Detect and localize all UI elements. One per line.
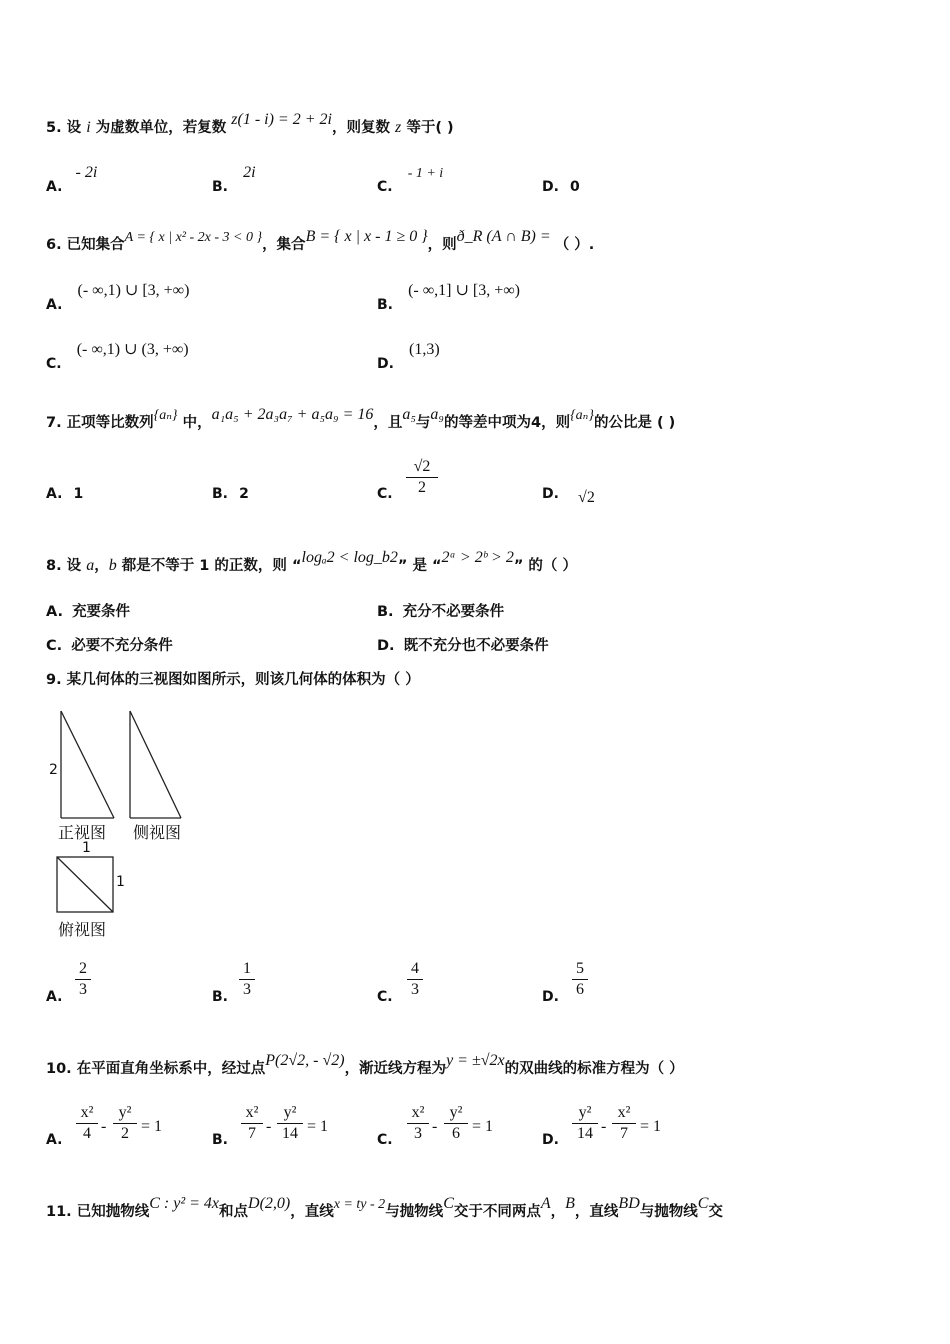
fraction-bar xyxy=(407,1123,429,1124)
q9-option-c-fraction xyxy=(407,960,423,999)
q5-option-c[interactable] xyxy=(377,162,444,195)
q10-a-frac-1 xyxy=(76,1104,98,1143)
fraction-denominator: 6 xyxy=(576,981,584,998)
fraction-bar xyxy=(444,1123,468,1124)
q6-option-b[interactable] xyxy=(377,280,520,313)
option-value: 既不充分也不必要条件 xyxy=(403,638,549,654)
option-label: D. xyxy=(377,638,395,654)
fraction-numerator: y² xyxy=(449,1104,463,1121)
q8-stem-text: ” 是 “ xyxy=(397,558,442,574)
q5-var-z: z xyxy=(395,119,402,136)
q11-stem-text: 和点 xyxy=(219,1204,249,1220)
q9-option-a[interactable] xyxy=(46,986,62,1005)
q11-stem-text: 11. 已知抛物线 xyxy=(46,1204,150,1220)
q6-option-c[interactable] xyxy=(46,339,189,372)
option-label: A. xyxy=(46,297,63,313)
fraction-denominator: 7 xyxy=(248,1125,256,1142)
fraction-bar xyxy=(239,979,255,980)
q10-a-frac-2 xyxy=(113,1104,137,1143)
fraction-numerator: x² xyxy=(617,1104,631,1121)
fraction-bar xyxy=(612,1123,636,1124)
q8-condition-2: 2ᵃ > 2ᵇ > 2 xyxy=(441,549,514,566)
option-label: B. xyxy=(212,1132,228,1148)
fraction-denominator: 14 xyxy=(282,1125,298,1142)
option-value: - 2i xyxy=(75,164,98,181)
option-label: C. xyxy=(377,486,393,502)
q5-stem-text: 5. 设 xyxy=(46,120,87,136)
q6-stem-text: 6. 已知集合 xyxy=(46,237,125,253)
q8-stem-text: 8. 设 xyxy=(46,558,87,574)
q7-stem-text: 与 xyxy=(415,415,431,431)
fraction-denominator: 4 xyxy=(83,1125,91,1142)
option-label: A. xyxy=(46,486,63,502)
fraction-bar xyxy=(241,1123,263,1124)
q11-stem xyxy=(46,1195,723,1221)
q10-c-frac-2 xyxy=(444,1104,468,1143)
q10-option-d[interactable] xyxy=(542,1129,559,1148)
q8-option-a[interactable] xyxy=(46,600,130,621)
option-value: 0 xyxy=(570,179,580,195)
fraction-bar xyxy=(572,1123,598,1124)
option-label: D. xyxy=(542,989,559,1005)
q5-stem xyxy=(46,111,454,137)
q5-option-d[interactable] xyxy=(542,176,580,195)
q8-option-b[interactable] xyxy=(377,600,504,621)
q7-option-c[interactable] xyxy=(377,483,393,502)
front-view xyxy=(61,711,114,818)
q10-d-frac-2 xyxy=(612,1104,636,1143)
q7-formula: a₁a₅ + 2a₃a₇ + a₅a₉ = 16 xyxy=(211,406,374,423)
q10-c-frac-1 xyxy=(407,1104,429,1143)
q7-stem-text: 中， xyxy=(177,415,212,431)
q7-stem-text: 的等差中项为4，则 xyxy=(443,415,571,431)
fraction-numerator: 5 xyxy=(576,960,584,977)
option-label: B. xyxy=(377,604,394,620)
fraction-numerator: √2 xyxy=(413,458,431,475)
q7-stem-text: ，且 xyxy=(373,415,403,431)
option-value: 2 xyxy=(239,486,249,502)
fraction-numerator: y² xyxy=(578,1104,592,1121)
fraction-denominator: 2 xyxy=(121,1125,129,1142)
q10-stem xyxy=(46,1052,684,1078)
q10-b-rhs: = 1 xyxy=(307,1118,329,1135)
fraction-numerator: y² xyxy=(283,1104,297,1121)
q11-parabola: C : y² = 4x xyxy=(149,1195,220,1212)
option-value: (- ∞,1] ∪ [3, +∞) xyxy=(408,282,520,299)
option-label: A. xyxy=(46,1132,63,1148)
q7-option-d[interactable] xyxy=(542,483,595,506)
fraction-numerator: 1 xyxy=(243,960,251,977)
q7-sequence: {aₙ} xyxy=(570,408,594,423)
q10-a-minus: - xyxy=(101,1118,107,1135)
option-label: B. xyxy=(212,989,228,1005)
fraction-denominator: 3 xyxy=(79,981,87,998)
fraction-denominator: 3 xyxy=(243,981,251,998)
q8-stem xyxy=(46,549,577,575)
q10-b-minus: - xyxy=(266,1118,272,1135)
option-label: B. xyxy=(377,297,393,313)
q11-line: x = ty - 2 xyxy=(333,1197,386,1212)
q10-option-a[interactable] xyxy=(46,1129,62,1148)
q9-option-b[interactable] xyxy=(212,986,228,1005)
q6-option-d[interactable] xyxy=(377,339,440,372)
option-label: C. xyxy=(377,1132,393,1148)
q11-stem-text: 与抛物线 xyxy=(385,1204,444,1220)
q10-a-rhs: = 1 xyxy=(141,1118,163,1135)
q11-stem-text: ， xyxy=(550,1204,566,1220)
q11-stem-text: 与抛物线 xyxy=(639,1204,698,1220)
q7-a9: a₉ xyxy=(430,406,444,423)
q6-stem-text: （ ）. xyxy=(554,237,595,253)
option-label: D. xyxy=(542,1132,559,1148)
option-label: D. xyxy=(377,356,394,372)
q7-sequence: {aₙ} xyxy=(153,408,178,423)
q9-option-b-fraction xyxy=(239,960,255,999)
q10-stem-text: ，渐近线方程为 xyxy=(344,1061,447,1077)
q7-a5: a₅ xyxy=(402,406,416,423)
q6-stem-text: ，集合 xyxy=(262,237,306,253)
q10-c-rhs: = 1 xyxy=(472,1118,494,1135)
option-label: C. xyxy=(377,179,393,195)
fraction-denominator: 7 xyxy=(620,1125,628,1142)
q6-stem xyxy=(46,228,595,254)
fraction-numerator: 2 xyxy=(79,960,87,977)
q10-asymptote: y = ±√2x xyxy=(446,1052,505,1069)
q10-point: P(2√2, - √2) xyxy=(265,1052,345,1069)
fraction-bar xyxy=(113,1123,137,1124)
option-label: A. xyxy=(46,179,63,195)
q11-curve-c: C xyxy=(697,1195,709,1212)
fraction-bar xyxy=(277,1123,303,1124)
option-value: 充要条件 xyxy=(72,604,131,620)
q6-complement: ð_R (A ∩ B) = xyxy=(456,228,551,245)
option-value: (- ∞,1) ∪ (3, +∞) xyxy=(76,341,189,358)
q11-stem-text: 交于不同两点 xyxy=(453,1204,541,1220)
option-value: - 1 + i xyxy=(407,166,444,181)
q7-stem-text: 的公比是 ( ) xyxy=(593,415,676,431)
q8-stem-text: ” 的（ ） xyxy=(513,558,577,574)
q9-option-d-fraction xyxy=(572,960,588,999)
fraction-numerator: 4 xyxy=(411,960,419,977)
q7-option-c-fraction xyxy=(406,458,438,497)
fraction-bar xyxy=(407,979,423,980)
top-view-depth-label: 1 xyxy=(116,874,125,890)
q5-option-b[interactable] xyxy=(212,162,256,195)
q5-stem-text: ，则复数 xyxy=(331,120,396,136)
option-label: A. xyxy=(46,604,63,620)
q11-stem-text: 交 xyxy=(708,1204,723,1220)
q8-stem-text: 都是不等于 1 的正数，则 “ xyxy=(116,558,302,574)
q11-stem-text: ，直线 xyxy=(290,1204,334,1220)
q8-option-d[interactable] xyxy=(377,634,549,655)
q10-d-rhs: = 1 xyxy=(640,1118,662,1135)
option-label: C. xyxy=(46,356,62,372)
q10-c-minus: - xyxy=(432,1118,438,1135)
option-value: 2i xyxy=(243,164,256,181)
option-label: D. xyxy=(542,486,559,502)
fraction-denominator: 3 xyxy=(411,981,419,998)
option-label: C. xyxy=(46,638,63,654)
q8-stem-text: ， xyxy=(94,558,109,574)
q10-d-frac-1 xyxy=(572,1104,598,1143)
fraction-bar xyxy=(75,979,91,980)
q6-set-b: B = { x | x - 1 ≥ 0 } xyxy=(305,228,428,245)
option-value: √2 xyxy=(578,489,595,506)
q9-option-c[interactable] xyxy=(377,986,393,1005)
top-view-width-label: 1 xyxy=(82,840,91,856)
fraction-denominator: 3 xyxy=(414,1125,422,1142)
q5-formula: z(1 - i) = 2 + 2i xyxy=(231,111,332,128)
option-value: 必要不充分条件 xyxy=(71,638,173,654)
q8-var-b: b xyxy=(108,557,117,574)
q5-option-a[interactable] xyxy=(46,162,98,195)
q8-var-a: a xyxy=(86,557,95,574)
option-value: 1 xyxy=(73,486,84,502)
q11-point: D(2,0) xyxy=(248,1195,291,1212)
q11-point-b: B xyxy=(565,1195,575,1212)
q5-var-i: i xyxy=(86,119,91,136)
q6-option-a[interactable] xyxy=(46,280,190,313)
q7-stem xyxy=(46,406,676,432)
option-label: B. xyxy=(212,486,228,502)
fraction-denominator: 6 xyxy=(452,1125,460,1142)
front-view-height-label: 2 xyxy=(49,762,58,778)
option-value: 充分不必要条件 xyxy=(402,604,505,620)
q10-b-frac-1 xyxy=(241,1104,263,1143)
front-view-label: 正视图 xyxy=(58,823,107,842)
q10-option-c[interactable] xyxy=(377,1129,393,1148)
fraction-denominator: 14 xyxy=(577,1125,593,1142)
option-label: D. xyxy=(542,179,559,195)
fraction-numerator: x² xyxy=(80,1104,94,1121)
side-view-label: 侧视图 xyxy=(133,823,182,842)
option-label: B. xyxy=(212,179,228,195)
top-view xyxy=(57,857,113,912)
q5-stem-text: 为虚数单位，若复数 xyxy=(90,120,232,136)
q7-option-b[interactable] xyxy=(212,483,249,502)
fraction-bar xyxy=(406,477,438,478)
q10-d-minus: - xyxy=(601,1118,607,1135)
fraction-bar xyxy=(76,1123,98,1124)
option-label: C. xyxy=(377,989,393,1005)
q10-stem-text: 的双曲线的标准方程为（ ） xyxy=(504,1061,684,1077)
q6-stem-text: ，则 xyxy=(427,237,457,253)
q6-set-a: A = { x | x² - 2x - 3 < 0 } xyxy=(124,230,263,245)
q8-condition-1: logₐ2 < log_b2 xyxy=(301,549,398,566)
top-view-label: 俯视图 xyxy=(58,920,107,939)
fraction-numerator: x² xyxy=(411,1104,425,1121)
q8-option-c[interactable] xyxy=(46,634,173,655)
q11-curve-c: C xyxy=(443,1195,454,1212)
q9-stem: 9. 某几何体的三视图如图所示，则该几何体的体积为（ ） xyxy=(46,672,420,688)
fraction-numerator: x² xyxy=(245,1104,259,1121)
option-label: A. xyxy=(46,989,63,1005)
q5-stem-text: 等于( ) xyxy=(401,120,454,136)
q11-stem-text: ，直线 xyxy=(574,1204,619,1220)
fraction-bar xyxy=(572,979,588,980)
q11-point-a: A xyxy=(540,1195,551,1212)
q11-line-bd: BD xyxy=(618,1195,640,1212)
fraction-numerator: y² xyxy=(118,1104,132,1121)
q9-option-d[interactable] xyxy=(542,986,559,1005)
option-value: (- ∞,1) ∪ [3, +∞) xyxy=(77,282,190,299)
q7-stem-text: 7. 正项等比数列 xyxy=(46,415,154,431)
side-view xyxy=(130,711,181,818)
option-value: (1,3) xyxy=(409,341,440,358)
fraction-denominator: 2 xyxy=(418,479,426,496)
q10-stem-text: 10. 在平面直角坐标系中，经过点 xyxy=(46,1061,266,1077)
q7-option-a[interactable] xyxy=(46,483,83,502)
q9-option-a-fraction xyxy=(75,960,91,999)
q10-option-b[interactable] xyxy=(212,1129,228,1148)
q10-b-frac-2 xyxy=(277,1104,303,1143)
